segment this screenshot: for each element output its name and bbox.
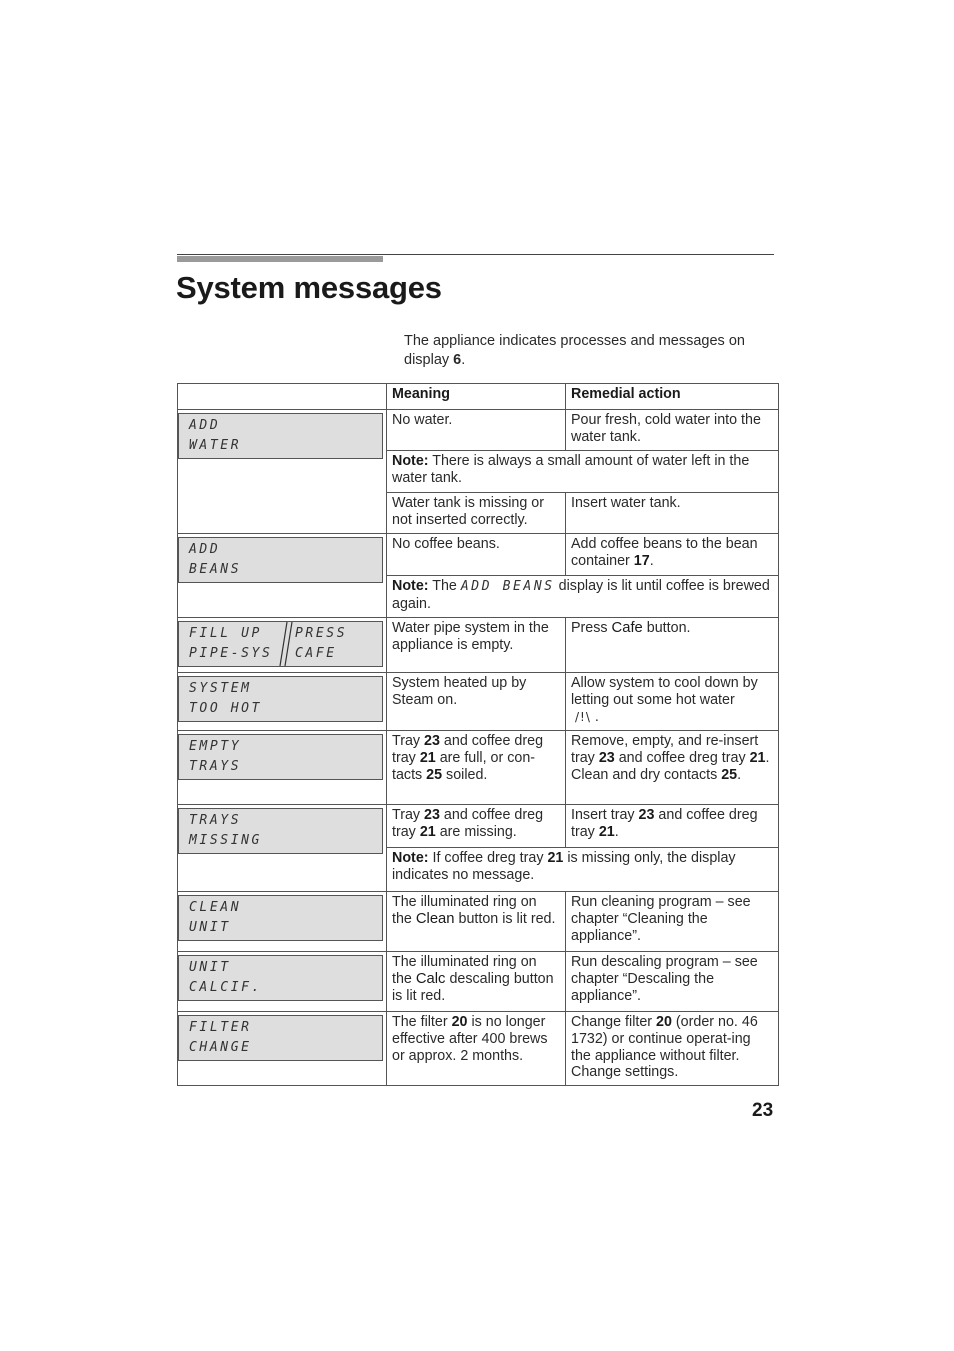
lcd-display: UNIT CALCIF. bbox=[178, 955, 383, 1001]
alternating-display-separator-icon bbox=[279, 622, 293, 666]
meaning-cell: No water. bbox=[387, 410, 566, 451]
meaning-cell: Water pipe system in the appliance is empty. bbox=[387, 618, 566, 673]
action-cell: Insert tray 23 and coffee dreg tray 21. bbox=[566, 805, 779, 848]
display-cell bbox=[178, 892, 387, 952]
lcd-display: ADD BEANS bbox=[178, 537, 383, 583]
lcd-display: EMPTY TRAYS bbox=[178, 734, 383, 780]
note-cell: Note: There is always a small amount of water left in the water tank. bbox=[387, 451, 779, 493]
table-row bbox=[178, 673, 779, 731]
action-cell: Pour fresh, cold water into the water tank. bbox=[566, 410, 779, 451]
action-cell: Change filter 20 (order no. 46 1732) or continue operat-ing the appliance without filter. Change settings. bbox=[566, 1012, 779, 1086]
action-cell: Allow system to cool down by letting out some hot water /!\ . bbox=[566, 673, 779, 731]
table-row bbox=[178, 731, 779, 805]
lcd-display: TRAYS MISSING bbox=[178, 808, 383, 854]
page-number: 23 bbox=[752, 1100, 774, 1121]
table-row bbox=[178, 952, 779, 1012]
meaning-cell: The filter 20 is no longer effective after 400 brews or approx. 2 months. bbox=[387, 1012, 566, 1086]
display-cell bbox=[178, 731, 387, 805]
display-cell bbox=[178, 952, 387, 1012]
intro-paragraph: The appliance indicates processes and messages on display 6. bbox=[404, 333, 745, 368]
lcd-display: FILL UP PIPE-SYS PRESS CAFE bbox=[178, 621, 383, 667]
table-row bbox=[178, 1012, 779, 1086]
display-cell bbox=[178, 1012, 387, 1086]
table-row bbox=[178, 534, 779, 576]
meaning-cell: System heated up by Steam on. bbox=[387, 673, 566, 731]
table-header-row bbox=[178, 384, 779, 410]
cafe-button-label: Cafe bbox=[611, 620, 643, 636]
action-cell: Insert water tank. bbox=[566, 493, 779, 534]
display-column-header bbox=[178, 384, 387, 410]
note-cell: Note: The ADD BEANS display is lit until coffee is brewed again. bbox=[387, 576, 779, 618]
action-cell: Run descaling program – see chapter “Descaling the appliance”. bbox=[566, 952, 779, 1012]
display-cell bbox=[178, 534, 387, 618]
display-cell bbox=[178, 618, 387, 673]
meaning-cell: The illuminated ring on the Calc descaling button is lit red. bbox=[387, 952, 566, 1012]
table-row bbox=[178, 618, 779, 673]
display-cell bbox=[178, 805, 387, 892]
lcd-display: CLEAN UNIT bbox=[178, 895, 383, 941]
action-cell: Run cleaning program – see chapter “Cleaning the appliance”. bbox=[566, 892, 779, 952]
meaning-cell: The illuminated ring on the Clean button is lit red. bbox=[387, 892, 566, 952]
lcd-display: FILTER CHANGE bbox=[178, 1015, 383, 1061]
meaning-cell: Tray 23 and coffee dreg tray 21 are full, or con-tacts 25 soiled. bbox=[387, 731, 566, 805]
page-title: System messages bbox=[176, 270, 442, 305]
header-rule bbox=[177, 254, 774, 255]
meaning-cell: Tray 23 and coffee dreg tray 21 are missing. bbox=[387, 805, 566, 848]
table-row bbox=[178, 892, 779, 952]
action-column-header: Remedial action bbox=[566, 384, 779, 410]
clean-button-label: Clean bbox=[415, 910, 455, 927]
inline-display-text: ADD BEANS bbox=[460, 579, 555, 594]
table-row bbox=[178, 805, 779, 848]
meaning-cell: No coffee beans. bbox=[387, 534, 566, 576]
hot-water-icon: /!\ bbox=[574, 709, 591, 724]
lcd-display: ADD WATER bbox=[178, 413, 383, 459]
action-cell: Add coffee beans to the bean container 17. bbox=[566, 534, 779, 576]
action-cell: Press Cafe button. bbox=[566, 618, 779, 673]
table-row bbox=[178, 410, 779, 451]
lcd-display: SYSTEM TOO HOT bbox=[178, 676, 383, 722]
action-cell: Remove, empty, and re-insert tray 23 and coffee dreg tray 21. Clean and dry contacts 25. bbox=[566, 731, 779, 805]
meaning-cell: Water tank is missing or not inserted correctly. bbox=[387, 493, 566, 534]
header-accent-bar bbox=[177, 256, 383, 262]
calc-button-label: Calc bbox=[415, 970, 446, 987]
meaning-column-header: Meaning bbox=[387, 384, 566, 410]
display-cell bbox=[178, 673, 387, 731]
system-messages-table bbox=[177, 383, 779, 1086]
display-cell bbox=[178, 410, 387, 534]
note-cell: Note: If coffee dreg tray 21 is missing only, the display indicates no message. bbox=[387, 848, 779, 892]
